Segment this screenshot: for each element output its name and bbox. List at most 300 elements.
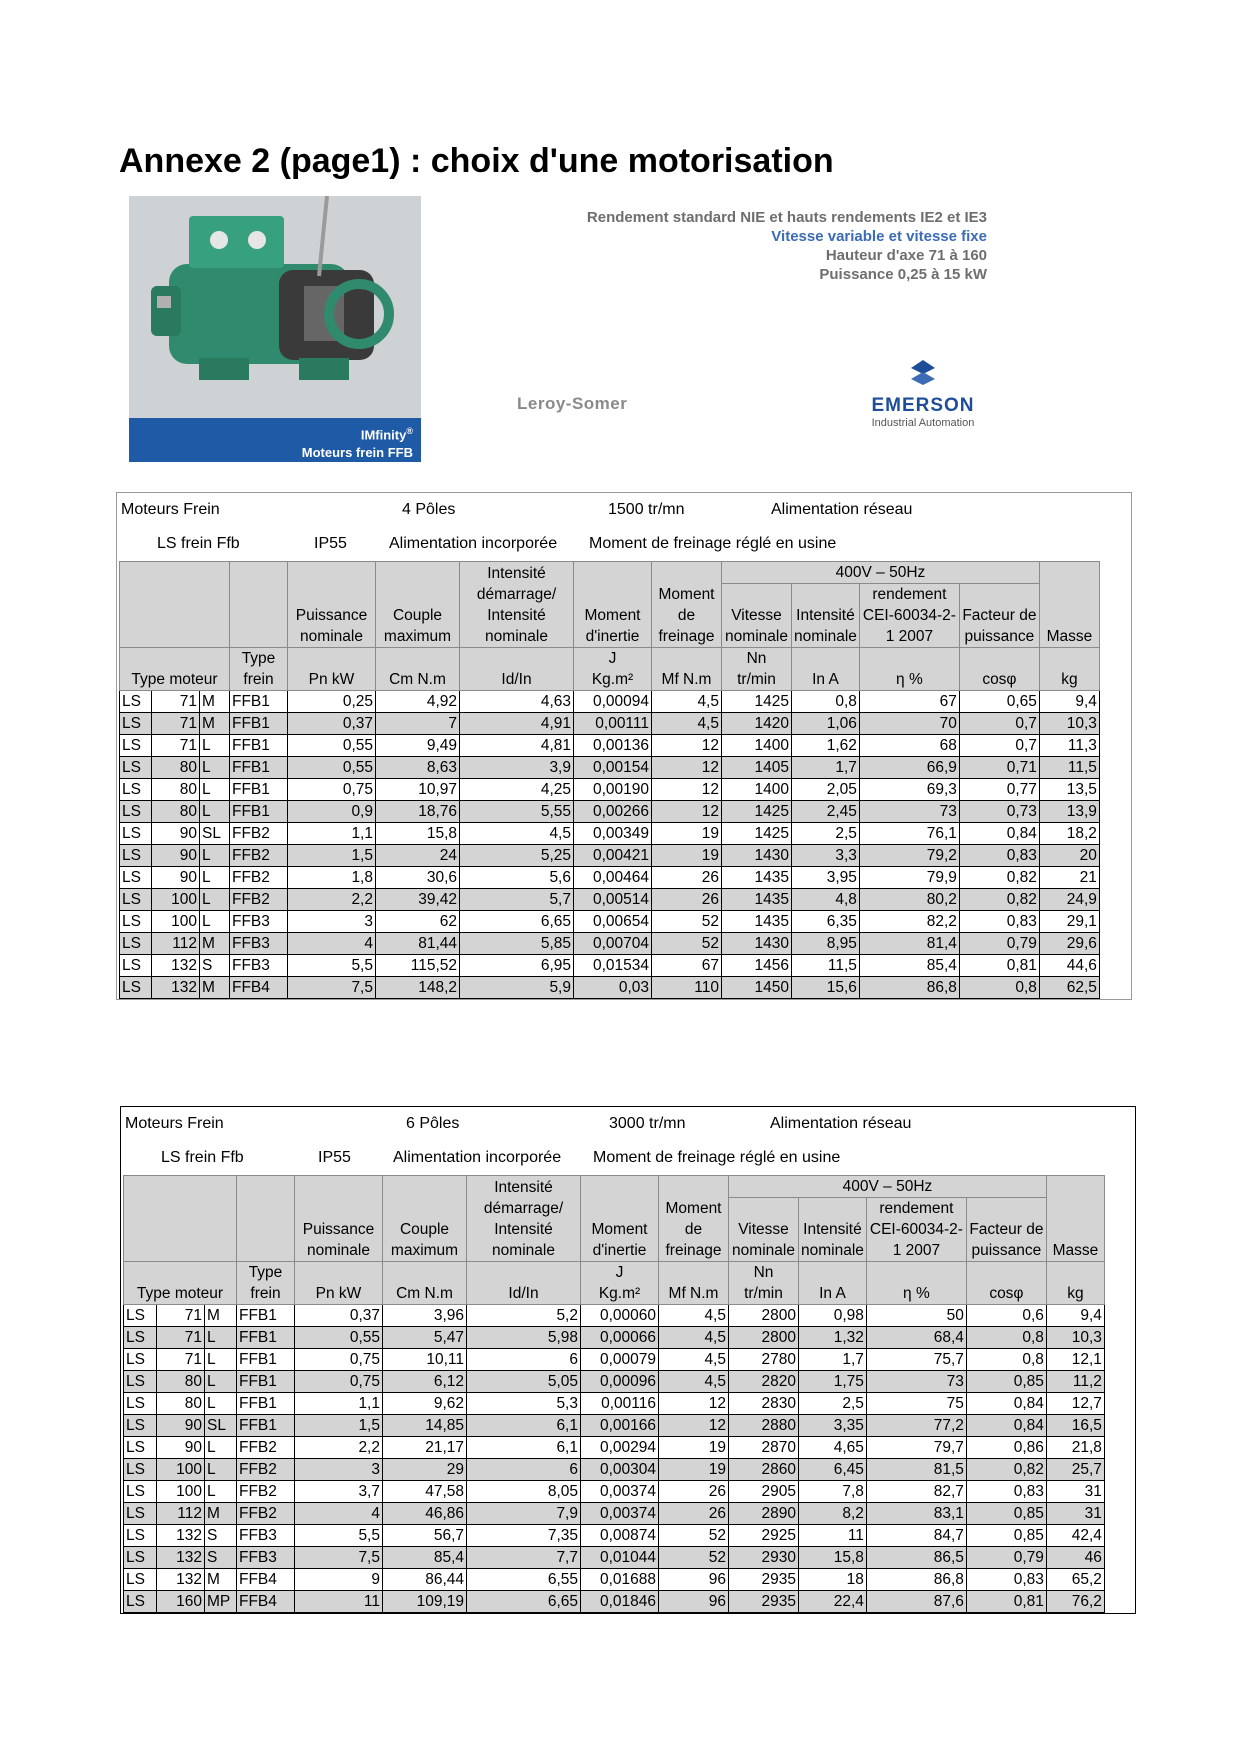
table-cell: 0,85 (966, 1525, 1046, 1547)
table-cell: 0,71 (959, 757, 1039, 779)
table-cell: 4,5 (460, 823, 574, 845)
table-cell: FFB1 (230, 713, 288, 735)
header-blank (120, 562, 230, 648)
table-cell: 15,8 (376, 823, 460, 845)
motor-data-table (119, 561, 1100, 999)
table-cell: 132 (157, 1547, 205, 1569)
table-cell: FFB3 (230, 955, 288, 977)
table-header-line2 (117, 527, 1131, 561)
table-row (124, 1305, 1105, 1327)
table-cell: 1,8 (288, 867, 376, 889)
table-cell: 15,6 (792, 977, 860, 999)
table-header-line1-c: 3000 tr/mn (609, 1115, 686, 1132)
table-cell: FFB2 (230, 823, 288, 845)
header-moment-freinage: Moment de freinage (652, 562, 722, 648)
table-cell: 20 (1039, 845, 1099, 867)
header-intensite: Intensité nominale (792, 584, 860, 648)
table-cell: 10,11 (383, 1349, 467, 1371)
table-cell: 77,2 (866, 1415, 966, 1437)
table-cell: 5,5 (288, 955, 376, 977)
table-cell: LS (120, 691, 152, 713)
table-cell: 42,4 (1046, 1525, 1104, 1547)
table-cell: 5,25 (460, 845, 574, 867)
table-cell: 18,76 (376, 801, 460, 823)
table-cell: 0,00374 (581, 1503, 659, 1525)
table-cell: 7 (376, 713, 460, 735)
table-row (124, 1569, 1105, 1591)
table-cell: 12 (652, 801, 722, 823)
table-cell: 1,06 (792, 713, 860, 735)
table-cell: S (205, 1525, 237, 1547)
table-cell: 4,25 (460, 779, 574, 801)
table-header-line1-b: 4 Pôles (402, 501, 456, 518)
table-cell: 76,1 (859, 823, 959, 845)
table-cell: 0,85 (966, 1371, 1046, 1393)
table-cell: 1,1 (288, 823, 376, 845)
table-cell: 71 (157, 1349, 205, 1371)
table-header-line1-d: Alimentation réseau (771, 501, 913, 518)
table-cell: 8,95 (792, 933, 860, 955)
table-cell: 5,47 (383, 1327, 467, 1349)
table-cell: 21 (1039, 867, 1099, 889)
table-cell: 1456 (722, 955, 792, 977)
table-cell: 0,01846 (581, 1591, 659, 1613)
table-cell: 0,01688 (581, 1569, 659, 1591)
table-cell: LS (124, 1481, 157, 1503)
table-cell: 0,00421 (574, 845, 652, 867)
table-cell: LS (124, 1437, 157, 1459)
table-cell: 11,5 (792, 955, 860, 977)
emerson-subtitle: Industrial Automation (871, 417, 975, 429)
table-cell: 86,44 (383, 1569, 467, 1591)
unit-nn (722, 648, 792, 691)
table-cell: 90 (157, 1437, 205, 1459)
header-moment-inertie: Moment d'inertie (581, 1176, 659, 1262)
table-cell: 2820 (729, 1371, 799, 1393)
table-cell: 0,55 (288, 757, 376, 779)
table-cell: 30,6 (376, 867, 460, 889)
table-cell: FFB1 (237, 1393, 295, 1415)
table-cell: FFB1 (230, 779, 288, 801)
table-cell: 0,01044 (581, 1547, 659, 1569)
header-supply: 400V – 50Hz (722, 562, 1040, 584)
unit-nn-top: Nn (746, 650, 767, 667)
table-cell: 50 (866, 1305, 966, 1327)
table-cell: 11 (295, 1591, 383, 1613)
table-cell: 26 (659, 1503, 729, 1525)
table-cell: 3 (288, 911, 376, 933)
table-cell: 6,55 (467, 1569, 581, 1591)
table-cell: 2800 (729, 1327, 799, 1349)
unit-nn-bottom: tr/min (737, 671, 776, 688)
table-cell: 0,79 (966, 1547, 1046, 1569)
table-header-line2-a: LS frein Ffb (157, 535, 240, 552)
motor-table-block-1 (116, 492, 1132, 1000)
table-cell: 80 (152, 757, 200, 779)
table-cell: LS (124, 1591, 157, 1613)
table-cell: 0,00304 (581, 1459, 659, 1481)
table-cell: 0,83 (966, 1481, 1046, 1503)
unit-kg: kg (1039, 648, 1099, 691)
table-cell: 86,8 (859, 977, 959, 999)
table-cell: 6,12 (383, 1371, 467, 1393)
table-cell: 62,5 (1039, 977, 1099, 999)
table-cell: M (200, 933, 230, 955)
table-cell: 56,7 (383, 1525, 467, 1547)
table-cell: 3 (295, 1459, 383, 1481)
table-cell: 2,2 (295, 1437, 383, 1459)
table-cell: 52 (659, 1525, 729, 1547)
table-cell: 0,00874 (581, 1525, 659, 1547)
table-cell: 8,05 (467, 1481, 581, 1503)
table-cell: 4,5 (659, 1371, 729, 1393)
table-cell: FFB2 (237, 1481, 295, 1503)
table-cell: 90 (152, 867, 200, 889)
table-cell: M (205, 1305, 237, 1327)
header-vitesse: Vitesse nominale (722, 584, 792, 648)
table-cell: 0,83 (959, 845, 1039, 867)
table-cell: 0,84 (966, 1415, 1046, 1437)
table-cell: L (200, 845, 230, 867)
table-header-line2-d: Moment de freinage réglé en usine (593, 1149, 841, 1166)
table-cell: 12 (659, 1393, 729, 1415)
table-cell: 6,95 (460, 955, 574, 977)
unit-id: Id/In (467, 1262, 581, 1305)
emerson-logo (858, 360, 988, 429)
table-cell: LS (120, 823, 152, 845)
table-cell: 9,4 (1039, 691, 1099, 713)
table-cell: 0,00704 (574, 933, 652, 955)
header-vitesse: Vitesse nominale (729, 1198, 799, 1262)
unit-eta: η % (859, 648, 959, 691)
table-cell: 12,1 (1046, 1349, 1104, 1371)
table-row (120, 691, 1100, 713)
table-cell: 75 (866, 1393, 966, 1415)
table-cell: 5,3 (467, 1393, 581, 1415)
table-cell: 79,9 (859, 867, 959, 889)
table-cell: 1420 (722, 713, 792, 735)
table-cell: 4,81 (460, 735, 574, 757)
table-cell: 1,7 (792, 757, 860, 779)
table-cell: FFB2 (230, 845, 288, 867)
table-cell: LS (120, 933, 152, 955)
table-cell: FFB2 (237, 1459, 295, 1481)
leroy-somer-logo: Leroy-Somer (517, 394, 628, 413)
table-cell: 9,49 (376, 735, 460, 757)
table-cell: 13,5 (1039, 779, 1099, 801)
table-cell: 1450 (722, 977, 792, 999)
table-cell: 0,00266 (574, 801, 652, 823)
table-cell: 84,7 (866, 1525, 966, 1547)
table-cell: 1,5 (295, 1415, 383, 1437)
table-cell: 18,2 (1039, 823, 1099, 845)
table-cell: 0,8 (792, 691, 860, 713)
table-cell: 0,82 (959, 867, 1039, 889)
table-cell: 82,2 (859, 911, 959, 933)
table-cell: 71 (152, 713, 200, 735)
table-cell: 1435 (722, 889, 792, 911)
table-cell: FFB1 (237, 1305, 295, 1327)
table-cell: 2830 (729, 1393, 799, 1415)
table-cell: 80 (157, 1393, 205, 1415)
table-cell: 1425 (722, 823, 792, 845)
table-cell: LS (120, 779, 152, 801)
table-cell: 0,84 (966, 1393, 1046, 1415)
table-cell: 0,98 (799, 1305, 867, 1327)
table-cell: 0,8 (959, 977, 1039, 999)
table-row (120, 757, 1100, 779)
table-cell: 0,79 (959, 933, 1039, 955)
header-type-moteur: Type moteur (120, 648, 230, 691)
table-cell: 2860 (729, 1459, 799, 1481)
table-cell: S (205, 1547, 237, 1569)
table-cell: 6,1 (467, 1415, 581, 1437)
table-cell: 7,8 (799, 1481, 867, 1503)
table-cell: 15,8 (799, 1547, 867, 1569)
table-cell: L (205, 1349, 237, 1371)
table-cell: 132 (152, 955, 200, 977)
table-cell: LS (124, 1569, 157, 1591)
table-row (120, 911, 1100, 933)
table-row (124, 1503, 1105, 1525)
table-cell: LS (120, 801, 152, 823)
table-cell: 5,9 (460, 977, 574, 999)
table-cell: 0,00654 (574, 911, 652, 933)
header-type-frein-bottom: frein (250, 1285, 281, 1302)
product-line-3: Hauteur d'axe 71 à 160 (825, 247, 987, 264)
table-cell: 14,85 (383, 1415, 467, 1437)
table-cell: 2935 (729, 1569, 799, 1591)
table-cell: 69,3 (859, 779, 959, 801)
table-cell: M (205, 1569, 237, 1591)
table-cell: LS (124, 1305, 157, 1327)
table-cell: L (205, 1459, 237, 1481)
table-cell: 0,37 (288, 713, 376, 735)
table-header-line1-b: 6 Pôles (406, 1115, 460, 1132)
table-cell: 2880 (729, 1415, 799, 1437)
table-cell: 0,65 (959, 691, 1039, 713)
table-cell: 3,35 (799, 1415, 867, 1437)
table-cell: 7,9 (467, 1503, 581, 1525)
table-cell: 31 (1046, 1503, 1104, 1525)
table-cell: 2930 (729, 1547, 799, 1569)
table-header-line1-a: Moteurs Frein (121, 501, 220, 518)
table-cell: 148,2 (376, 977, 460, 999)
table-cell: 16,5 (1046, 1415, 1104, 1437)
table-cell: 86,5 (866, 1547, 966, 1569)
caption-sup: ® (406, 426, 413, 436)
table-cell: LS (120, 845, 152, 867)
table-cell: 2890 (729, 1503, 799, 1525)
table-cell: L (200, 889, 230, 911)
table-cell: 5,5 (295, 1525, 383, 1547)
table-cell: 24,9 (1039, 889, 1099, 911)
table-cell: 3,9 (460, 757, 574, 779)
header-supply: 400V – 50Hz (729, 1176, 1047, 1198)
table-cell: 0,84 (959, 823, 1039, 845)
table-cell: 90 (157, 1415, 205, 1437)
unit-in: In A (799, 1262, 867, 1305)
table-cell: 68,4 (866, 1327, 966, 1349)
table-cell: 2780 (729, 1349, 799, 1371)
table-cell: 0,81 (959, 955, 1039, 977)
unit-j-bottom: Kg.m² (598, 1285, 641, 1302)
table-cell: 12 (652, 735, 722, 757)
table-cell: 2905 (729, 1481, 799, 1503)
table-cell: 6,45 (799, 1459, 867, 1481)
header-type-frein-top: Type (248, 1264, 283, 1281)
table-cell: 0,9 (288, 801, 376, 823)
motor-table-block-2 (120, 1106, 1136, 1614)
table-cell: M (205, 1503, 237, 1525)
table-cell: 8,63 (376, 757, 460, 779)
header-masse: Masse (1039, 562, 1099, 648)
table-row (120, 713, 1100, 735)
table-cell: 6,65 (467, 1591, 581, 1613)
table-header-line2-a: LS frein Ffb (161, 1149, 244, 1166)
table-cell: 0,83 (966, 1569, 1046, 1591)
table-header-line2-d: Moment de freinage réglé en usine (589, 535, 837, 552)
table-cell: LS (120, 735, 152, 757)
table-cell: 3,3 (792, 845, 860, 867)
table-cell: 1,32 (799, 1327, 867, 1349)
photo-caption (129, 418, 421, 462)
table-cell: 81,4 (859, 933, 959, 955)
table-cell: 4 (295, 1503, 383, 1525)
table-cell: 6,65 (460, 911, 574, 933)
table-cell: 0,00116 (581, 1393, 659, 1415)
header-moment-inertie: Moment d'inertie (574, 562, 652, 648)
table-cell: 9,62 (383, 1393, 467, 1415)
table-cell: 0,00349 (574, 823, 652, 845)
table-cell: 12 (652, 757, 722, 779)
table-cell: 2800 (729, 1305, 799, 1327)
table-cell: 10,3 (1039, 713, 1099, 735)
table-cell: M (200, 977, 230, 999)
table-cell: LS (124, 1393, 157, 1415)
table-cell: FFB3 (237, 1525, 295, 1547)
table-cell: 90 (152, 845, 200, 867)
table-cell: 21,8 (1046, 1437, 1104, 1459)
table-cell: 160 (157, 1591, 205, 1613)
table-cell: 0,8 (966, 1327, 1046, 1349)
table-cell: M (200, 713, 230, 735)
table-cell: 0,7 (959, 713, 1039, 735)
table-cell: 4,5 (659, 1327, 729, 1349)
table-cell: 5,2 (467, 1305, 581, 1327)
table-cell: 7,5 (288, 977, 376, 999)
table-cell: 4,91 (460, 713, 574, 735)
unit-j (581, 1262, 659, 1305)
header-type-frein-bottom: frein (243, 671, 274, 688)
table-row (124, 1525, 1105, 1547)
table-cell: 39,42 (376, 889, 460, 911)
header-masse: Masse (1046, 1176, 1104, 1262)
motor-data-table (123, 1175, 1105, 1613)
table-cell: 1435 (722, 911, 792, 933)
table-cell: FFB1 (230, 735, 288, 757)
header-facteur: Facteur de puissance (966, 1198, 1046, 1262)
table-cell: 112 (152, 933, 200, 955)
table-cell: 12 (659, 1415, 729, 1437)
table-cell: 4,8 (792, 889, 860, 911)
table-row (124, 1349, 1105, 1371)
header-intensite-demarrage: Intensité démarrage/ Intensité nominale (460, 562, 574, 648)
table-cell: LS (124, 1503, 157, 1525)
unit-j-top: J (615, 1264, 624, 1281)
product-line-1: Rendement standard NIE et hauts rendements IE2 et IE3 (586, 209, 987, 226)
unit-j-bottom: Kg.m² (591, 671, 634, 688)
table-cell: 6 (467, 1349, 581, 1371)
table-cell: FFB1 (237, 1327, 295, 1349)
table-cell: 62 (376, 911, 460, 933)
table-cell: 115,52 (376, 955, 460, 977)
table-cell: 2,45 (792, 801, 860, 823)
header-rendement: rendement CEI-60034-2-1 2007 (866, 1198, 966, 1262)
table-cell: LS (120, 867, 152, 889)
table-cell: 10,97 (376, 779, 460, 801)
unit-mf: Mf N.m (652, 648, 722, 691)
table-cell: FFB2 (237, 1437, 295, 1459)
table-cell: 80 (157, 1371, 205, 1393)
table-cell: 3,7 (295, 1481, 383, 1503)
table-cell: FFB4 (237, 1569, 295, 1591)
table-cell: 0,83 (959, 911, 1039, 933)
table-cell: L (200, 779, 230, 801)
table-cell: 5,05 (467, 1371, 581, 1393)
table-cell: 0,00096 (581, 1371, 659, 1393)
table-cell: 83,1 (866, 1503, 966, 1525)
table-cell: S (200, 955, 230, 977)
table-row (120, 735, 1100, 757)
table-cell: 0,00094 (574, 691, 652, 713)
table-cell: 0,00514 (574, 889, 652, 911)
table-header-line2-b: IP55 (318, 1149, 351, 1166)
table-cell: SL (200, 823, 230, 845)
unit-in: In A (792, 648, 860, 691)
table-cell: 0,00111 (574, 713, 652, 735)
table-cell: 65,2 (1046, 1569, 1104, 1591)
unit-id: Id/In (460, 648, 574, 691)
table-cell: 26 (652, 889, 722, 911)
table-cell: 24 (376, 845, 460, 867)
table-row (124, 1437, 1105, 1459)
table-cell: 132 (157, 1569, 205, 1591)
table-cell: 25,7 (1046, 1459, 1104, 1481)
table-cell: 2935 (729, 1591, 799, 1613)
table-cell: 1,7 (799, 1349, 867, 1371)
table-cell: 29 (383, 1459, 467, 1481)
table-cell: 2,05 (792, 779, 860, 801)
table-cell: 29,6 (1039, 933, 1099, 955)
unit-pn: Pn kW (295, 1262, 383, 1305)
table-cell: 5,6 (460, 867, 574, 889)
table-cell: 7,35 (467, 1525, 581, 1547)
header-type-moteur: Type moteur (124, 1262, 237, 1305)
table-header-line2-c: Alimentation incorporée (393, 1149, 562, 1166)
table-cell: 110 (652, 977, 722, 999)
table-cell: 1430 (722, 845, 792, 867)
table-row (124, 1393, 1105, 1415)
product-line-4: Puissance 0,25 à 15 kW (819, 266, 987, 283)
table-cell: 0,00066 (581, 1327, 659, 1349)
table-cell: 81,44 (376, 933, 460, 955)
table-cell: FFB1 (230, 801, 288, 823)
table-cell: 0,00294 (581, 1437, 659, 1459)
table-cell: 0,73 (959, 801, 1039, 823)
brake-motor-illustration (129, 196, 421, 418)
table-cell: 4 (288, 933, 376, 955)
